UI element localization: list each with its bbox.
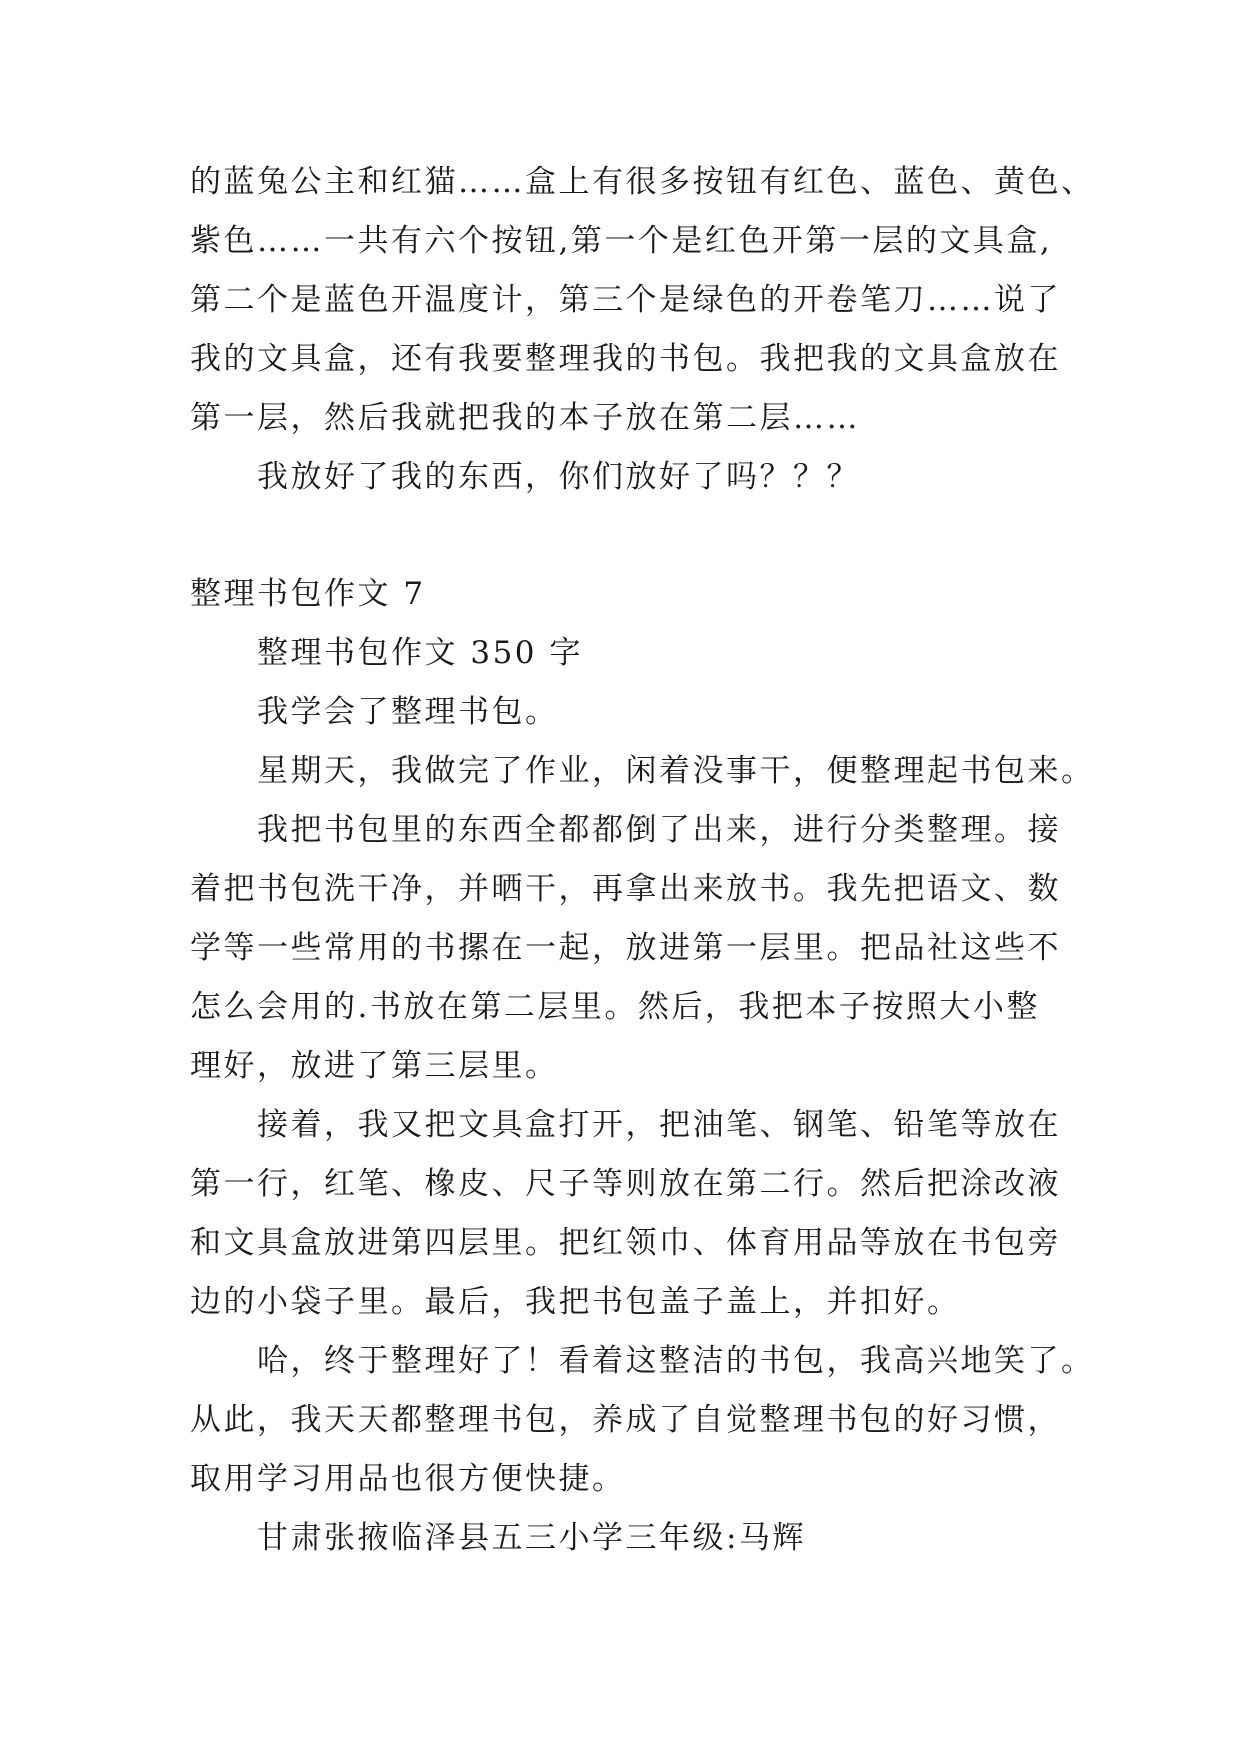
- text-line: 我把书包里的东西全都都倒了出来，进行分类整理。接: [257, 812, 1061, 848]
- text-line: 第二个是蓝色开温度计，第三个是绿色的开卷笔刀……说了: [190, 282, 1061, 318]
- article-title: 整理书包作文 350 字: [257, 635, 583, 671]
- author-line: 甘肃张掖临泽县五三小学三年级:马辉: [257, 1520, 806, 1556]
- text-line: 理好，放进了第三层里。: [190, 1048, 559, 1084]
- text-line: 第一行，红笔、橡皮、尺子等则放在第二行。然后把涂改液: [190, 1166, 1061, 1202]
- text-line: 怎么会用的.书放在第二层里。然后，我把本子按照大小整: [190, 989, 1040, 1025]
- text-line: 着把书包洗干净，并晒干，再拿出来放书。我先把语文、数: [190, 871, 1061, 907]
- text-line: 星期天，我做完了作业，闲着没事干，便整理起书包来。: [257, 753, 1095, 789]
- text-line: 我学会了整理书包。: [257, 694, 559, 730]
- text-line: 我的文具盒，还有我要整理我的书包。我把我的文具盒放在: [190, 341, 1061, 377]
- text-line: 第一层，然后我就把我的本子放在第二层……: [190, 400, 860, 436]
- text-line: 紫色……一共有六个按钮,第一个是红色开第一层的文具盒,: [190, 223, 1053, 259]
- text-line: 接着，我又把文具盒打开，把油笔、钢笔、铅笔等放在: [257, 1107, 1061, 1143]
- text-line: 从此，我天天都整理书包，养成了自觉整理书包的好习惯，: [190, 1402, 1061, 1438]
- text-line: 的蓝兔公主和红猫……盒上有很多按钮有红色、蓝色、黄色、: [190, 164, 1095, 200]
- text-line: 学等一些常用的书摞在一起，放进第一层里。把品社这些不: [190, 930, 1061, 966]
- text-line: 哈，终于整理好了！看着这整洁的书包，我高兴地笑了。: [257, 1343, 1095, 1379]
- text-line: 边的小袋子里。最后，我把书包盖子盖上，并扣好。: [190, 1284, 961, 1320]
- text-line: 我放好了我的东西，你们放好了吗？？？: [257, 459, 860, 495]
- text-line: 取用学习用品也很方便快捷。: [190, 1461, 626, 1497]
- text-line: 和文具盒放进第四层里。把红领巾、体育用品等放在书包旁: [190, 1225, 1061, 1261]
- section-title: 整理书包作文 7: [190, 576, 426, 612]
